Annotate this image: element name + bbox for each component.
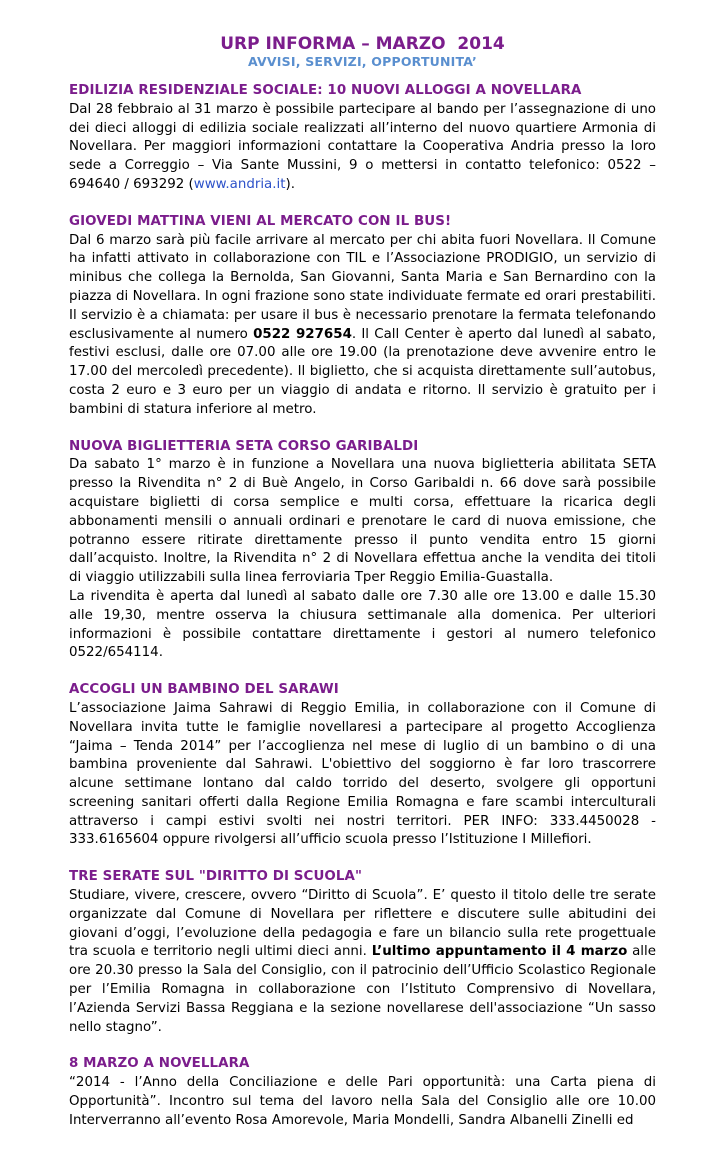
paragraph-text-end: alle ore 20.30 presso la Sala del Consiglio, con il patrocinio dell’Ufficio Scolastico Regionale per l’Emilia Romagna in collaborazione con l’Istituto Comprensivo di Novellara, l’Azienda Servizi Bassa Reggiana e la sezione novellarese dell'associazione “Un sasso nello stagno”.	[69, 944, 656, 1035]
section-paragraph	[69, 887, 656, 1037]
section-paragraph: La rivendita è aperta dal lunedì al sabato dalle ore 7.30 alle ore 13.00 e dalle 15.30 alle 19,30, mentre osserva la chiusura settimanale alla domenica. Per ulteriori informazioni è possibile contattare direttamente i gestori al numero telefonico 0522/654114.	[69, 588, 656, 661]
section-paragraph	[69, 101, 656, 195]
section-sahrawi-child	[69, 681, 656, 850]
paragraph-text-end: ).	[285, 176, 295, 192]
section-heading: GIOVEDI MATTINA VIENI AL MERCATO CON IL BUS!	[69, 213, 452, 229]
section-paragraph	[69, 232, 656, 420]
section-paragraph: “2014 - l’Anno della Conciliazione e delle Pari opportunità: una Carta piena di Opportunità”. Incontro sul tema del lavoro nella Sala del Consiglio alle ore 10.00 Interverranno all’evento Rosa Amorevole, Maria Mondelli, Sandra Albanelli Zinelli ed	[69, 1075, 656, 1128]
call-center-phone: 0522 927654	[253, 326, 352, 342]
section-heading: TRE SERATE SUL "DIRITTO DI SCUOLA"	[69, 869, 363, 885]
section-market-bus	[69, 213, 656, 420]
andria-website-link[interactable]: www.andria.it	[193, 176, 286, 192]
paragraph-text: Studiare, vivere, crescere, ovvero “Diritto di Scuola”. E’ questo il titolo delle tre serate organizzate dal Comune di Novellara per riflettere e discutere sulle abitudini dei giovani d’oggi, l’evoluzione della pedagogia e fare un bilancio sulla rete progettuale tra scuola e territorio negli ultimi dieci anni.	[69, 888, 656, 960]
section-paragraph: L’associazione Jaima Sahrawi di Reggio Emilia, in collaborazione con il Comune di Novellara invita tutte le famiglie novellaresi a partecipare al progetto Accoglienza “Jaima – Tenda 2014” per l’accoglienza nel mese di luglio di un bambino o di una bambina proveniente dal Sahrawi. L'obiettivo del soggiorno è far loro trascorrere alcune settimane lontano dal caldo torrido del deserto, svolgere gli opportuni screening sanitari offerti dalla Regione Emilia Romagna e fare scambi interculturali attraverso i campi estivi svolti nei nostri territori. PER INFO: 333.4450028 - 333.6165604 oppure rivolgersi all’ufficio scuola presso l’Istituzione I Millefiori.	[69, 700, 656, 848]
paragraph-text-end: . Il Call Center è aperto dal lunedì al sabato, festivi esclusi, dalle ore 07.00 alle ore 19.00 (la prenotazione deve avvenire entro le 17.00 del mercoledì precedente). Il biglietto, che si acquista direttamente sull’autobus, costa 2 euro e 3 euro per un viaggio di andata e ritorno. Il servizio è gratuito per i bambini di statura inferiore al metro.	[69, 326, 656, 417]
section-heading: 8 MARZO A NOVELLARA	[69, 1056, 250, 1072]
paragraph-text: Dal 6 marzo sarà più facile arrivare al mercato per chi abita fuori Novellara. Il Comune ha infatti attivato in collaborazione con TIL e l’Associazione PRODIGIO, un servizio di minibus che collega la Bernolda, San Giovanni, Santa Maria e San Bernardino con la piazza di Novellara. In ogni frazione sono state individuate fermate ed orari prestabiliti. Il servizio è a chiamata: per usare il bus è necessario prenotare la fermata telefonando esclusivamente al numero	[69, 232, 656, 342]
section-seta-ticket-office	[69, 438, 656, 664]
document-body	[69, 82, 656, 1149]
last-event-date: L’ultimo appuntamento il 4 marzo	[371, 944, 628, 960]
section-paragraph: Da sabato 1° marzo è in funzione a Novellara una nuova biglietteria abilitata SETA presso la Rivendita n° 2 di Buè Angelo, in Corso Garibaldi n. 66 dove sarà possibile acquistare biglietti di corsa semplice e multi corsa, effettuare la ricarica degli abbonamenti mensili o annuali ordinari e prenotare le card di nuova emissione, che potranno essere ritirate direttamente presso il punto vendita entro 15 giorni dall’acquisto. Inoltre, la Rivendita n° 2 di Novellara effettua anche la vendita dei titoli di viaggio utilizzabili sulla linea ferroviaria Tper Reggio Emilia-Guastalla.	[69, 457, 656, 586]
section-heading: ACCOGLI UN BAMBINO DEL SARAWI	[69, 682, 339, 698]
section-march-8	[69, 1055, 656, 1130]
page-title: URP INFORMA – MARZO 2014	[220, 34, 505, 54]
section-social-housing	[69, 82, 656, 195]
paragraph-text: Dal 28 febbraio al 31 marzo è possibile partecipare al bando per l’assegnazione di uno dei dieci alloggi di edilizia sociale realizzati all’interno del nuovo quartiere Armonia di Novellara. Per maggiori informazioni contattare la Cooperativa Andria presso la loro sede a Correggio – Via Sante Mussini, 9 o mettersi in contatto telefonico: 0522 – 694640 / 693292 (	[69, 101, 656, 192]
section-school-evenings	[69, 868, 656, 1037]
section-heading: NUOVA BIGLIETTERIA SETA CORSO GARIBALDI	[69, 438, 419, 454]
section-heading: EDILIZIA RESIDENZIALE SOCIALE: 10 NUOVI ALLOGGI A NOVELLARA	[69, 83, 582, 98]
page-subtitle: AVVISI, SERVIZI, OPPORTUNITA’	[248, 54, 477, 69]
